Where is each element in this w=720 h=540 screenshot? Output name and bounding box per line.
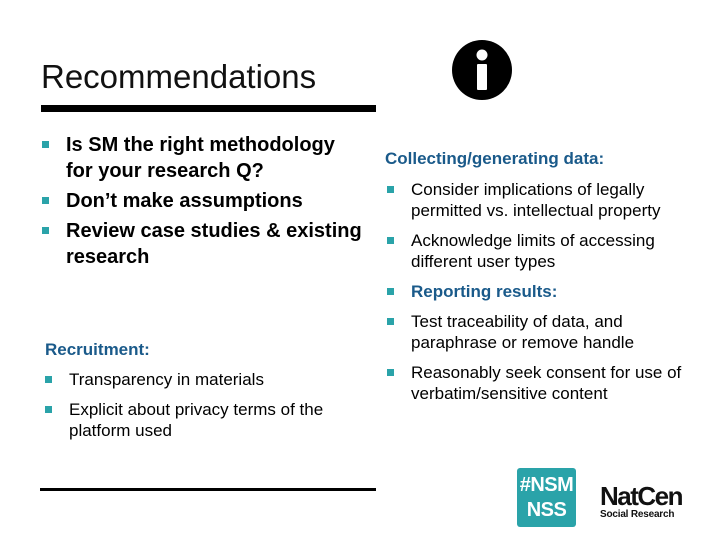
nsm-nss-logo xyxy=(517,468,576,527)
collecting-heading: Collecting/generating data: xyxy=(385,149,605,168)
left-bullet-list xyxy=(42,132,362,274)
bullet-text: Consider implications of legally permitted vs. intellectual property xyxy=(411,180,661,220)
bullet-icon xyxy=(387,186,394,193)
bottom-divider xyxy=(40,488,376,491)
bullet-icon xyxy=(387,237,394,244)
bullet-icon xyxy=(42,227,49,234)
natcen-logo-tagline: Social Research xyxy=(600,509,675,520)
bullet-icon xyxy=(45,376,52,383)
bullet-icon xyxy=(387,288,394,295)
list-item xyxy=(387,230,707,272)
bullet-text: Transparency in materials xyxy=(69,370,264,389)
bullet-icon xyxy=(387,369,394,376)
bullet-text: Don’t make assumptions xyxy=(66,190,303,212)
collecting-list xyxy=(387,179,707,413)
bullet-text: Reasonably seek consent for use of verbatim/sensitive content xyxy=(411,363,682,403)
list-item xyxy=(42,188,362,214)
list-item xyxy=(387,179,707,221)
list-item xyxy=(45,399,355,441)
bullet-text: Acknowledge limits of accessing different user types xyxy=(411,231,655,271)
nsm-logo-line-1: #NSM xyxy=(519,474,574,496)
reporting-results-heading xyxy=(387,281,707,302)
list-item xyxy=(387,311,707,353)
recruitment-heading: Recruitment: xyxy=(45,340,150,359)
list-item xyxy=(42,218,362,270)
bullet-text: Test traceability of data, and paraphrase or remove handle xyxy=(411,312,635,352)
list-item xyxy=(45,369,355,390)
list-item xyxy=(42,132,362,184)
nsm-logo-line-2: NSS xyxy=(526,499,567,521)
bullet-text: Explicit about privacy terms of the platform used xyxy=(69,400,324,440)
recruitment-list xyxy=(45,369,355,450)
bullet-text: Reporting results: xyxy=(411,282,558,301)
bullet-text: Review case studies & existing research xyxy=(66,220,362,268)
bullet-icon xyxy=(42,141,49,148)
bullet-icon xyxy=(45,406,52,413)
bullet-text: Is SM the right methodology for your research Q? xyxy=(66,134,335,182)
bullet-icon xyxy=(387,318,394,325)
title-underline xyxy=(41,105,376,112)
list-item xyxy=(387,362,707,404)
natcen-logo xyxy=(600,482,685,522)
natcen-logo-wordmark: NatCen xyxy=(600,481,683,511)
bullet-icon xyxy=(42,197,49,204)
info-icon xyxy=(452,40,512,100)
slide-title: Recommendations xyxy=(41,58,317,95)
